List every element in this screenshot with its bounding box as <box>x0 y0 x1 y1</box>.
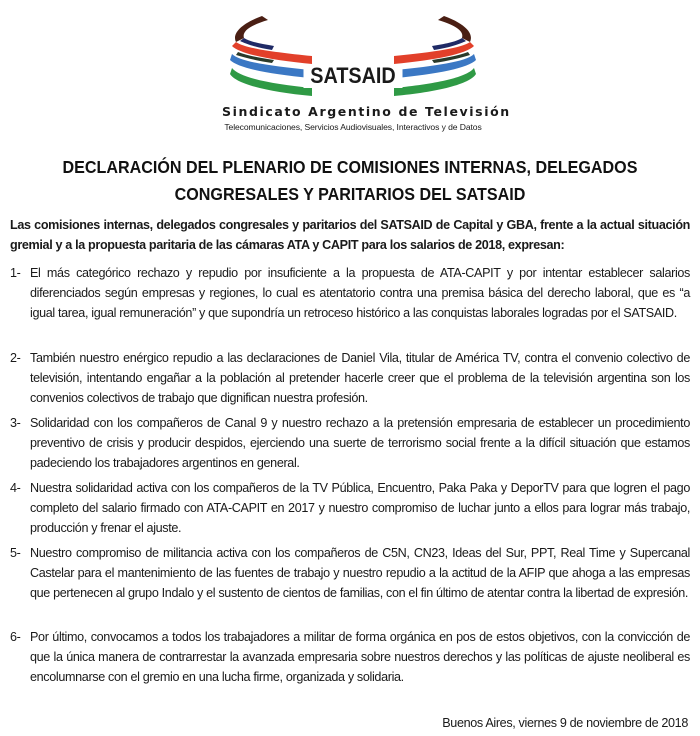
title-line-2: CONGRESALES Y PARITARIOS DEL SATSAID <box>174 184 526 204</box>
declaration-item <box>10 478 690 539</box>
item-text: Por último, convocamos a todos los trabajadores a militar de forma orgánica en pos de estos objetivos, con la convicción de que la única manera de contrarrestar la avanzada empresaria sobre nuestros derechos y las políticas de ajuste neoliberal es encolumnarse con el gremio en una lucha firme, organizada y solidaria. <box>30 630 690 685</box>
item-text: Nuestro compromiso de militancia activa con los compañeros de C5N, CN23, Ideas del Sur, PPT, Real Time y Supercanal Castelar para el mantenimiento de las fuentes de trabajo y nuestro repudio a la actitud de la AFIP que ahoga a las empresas que pertenecen al grupo Indalo y el sustento de cientos de familias, con el fin último de atentar contra la libertad de expresión. <box>30 546 690 601</box>
item-number: 1- <box>10 266 21 280</box>
document-title <box>28 154 672 208</box>
item-number: 4- <box>10 481 21 495</box>
logo-bands-icon <box>222 8 484 104</box>
title-line-1: DECLARACIÓN DEL PLENARIO DE COMISIONES INTERNAS, DELEGADOS <box>62 157 638 177</box>
satsaid-logo <box>222 8 511 136</box>
item-text: Solidaridad con los compañeros de Canal 9 y nuestro rechazo a la pretensión empresaria de establecer un procedimiento preventivo de crisis y producir despidos, ejerciendo una suerte de terrorismo social frente a la difícil situación que estamos padeciendo los trabajadores argentinos en general. <box>30 416 690 471</box>
item-number: 2- <box>10 351 21 365</box>
item-text: Nuestra solidaridad activa con los compañeros de la TV Pública, Encuentro, Paka Paka y DeporTV para que logren el pago completo del salario firmado con ATA-CAPIT en 2017 y nuestro compromiso de luchar junto a ellos para lograr más trabajo, producción y frenar el ajuste. <box>30 481 690 536</box>
item-number: 3- <box>10 416 21 430</box>
item-text: También nuestro enérgico repudio a las declaraciones de Daniel Vila, titular de América TV, contra el convenio colectivo de televisión, intentando engañar a la población al pretender hacerle creer que el problema de la televisión argentina son los convenios colectivos de trabajo que dignifican nuestra profesión. <box>30 351 690 406</box>
declaration-item <box>10 543 690 604</box>
item-number: 6- <box>10 630 21 644</box>
declaration-item <box>10 627 690 688</box>
declaration-item <box>10 263 690 324</box>
logo-tagline: Telecomunicaciones, Servicios Audiovisuales, Interactivos y de Datos <box>224 122 482 132</box>
signoff-date: Buenos Aires, viernes 9 de noviembre de 2018 <box>442 716 688 730</box>
logo-subtitle: Sindicato Argentino de Televisión <box>222 104 511 119</box>
intro-paragraph: Las comisiones internas, delegados congresales y paritarios del SATSAID de Capital y GBA, frente a la actual situación gremial y a la propuesta paritaria de las cámaras ATA y CAPIT para los salarios de 2018, expresan: <box>10 218 690 253</box>
item-number: 5- <box>10 546 21 560</box>
item-text: El más categórico rechazo y repudio por insuficiente a la propuesta de ATA-CAPIT y por intentar establecer salarios diferenciados según empresas y regiones, lo cual es atentatorio contra una premisa básica del derecho laboral, que es “a igual tarea, igual remuneración” y que supondría un retroceso histórico a las conquistas laborales logradas por el SATSAID. <box>30 266 690 321</box>
declaration-item <box>10 413 690 474</box>
declaration-item <box>10 348 690 409</box>
logo-wordmark: SATSAID <box>304 64 403 88</box>
